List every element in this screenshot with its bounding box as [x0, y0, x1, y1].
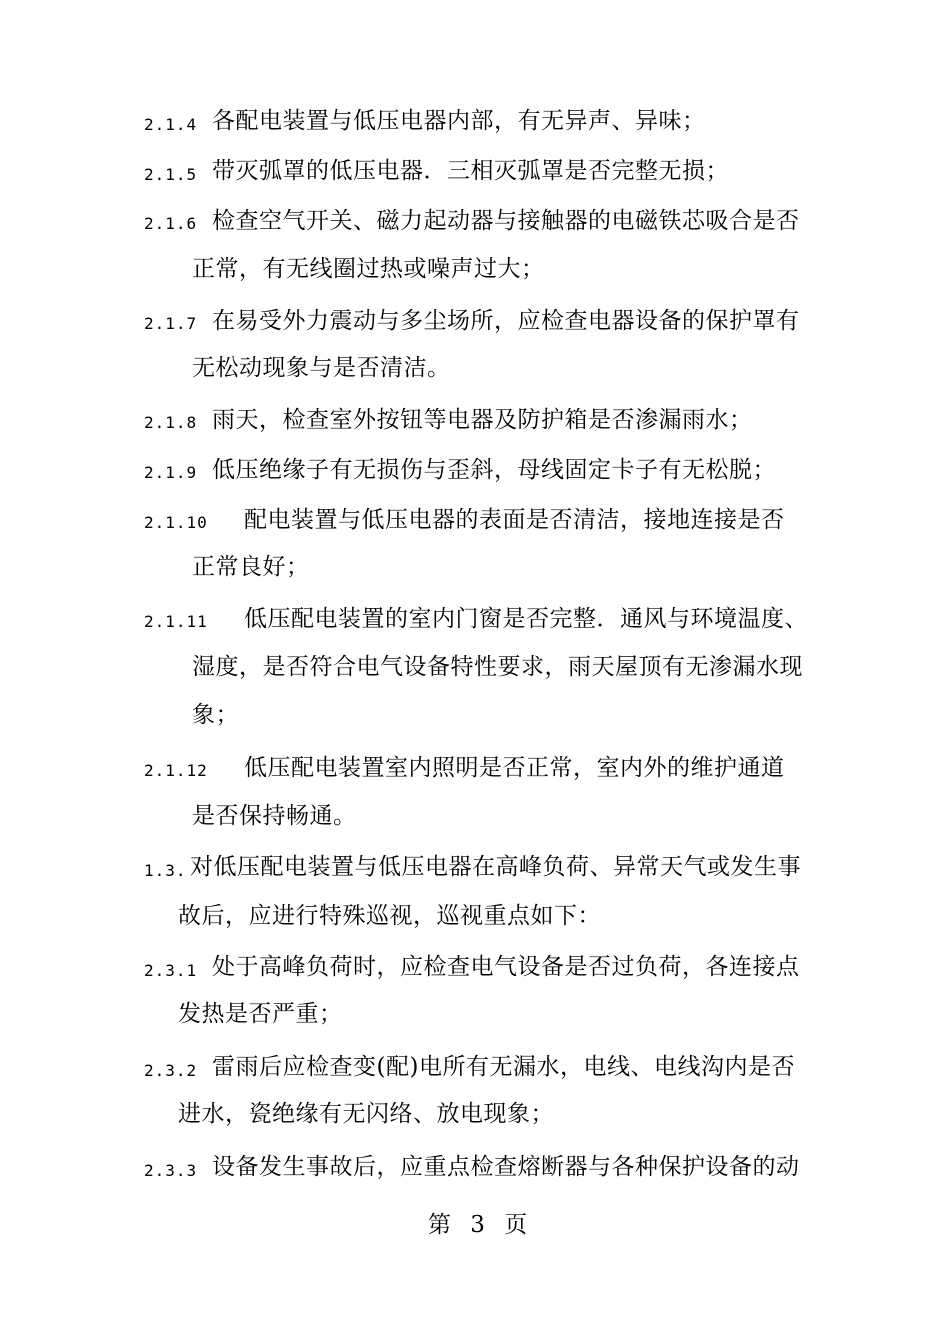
- item-number: 2.1.11: [144, 612, 208, 631]
- item-number: 2.1.5: [144, 165, 198, 184]
- item-number: 2.1.9: [144, 463, 198, 482]
- item-number: 2.1.12: [144, 761, 208, 780]
- item-text-line: 配电装置与低压电器的表面是否清洁，接地连接是否: [244, 507, 785, 533]
- item-text-line: 带灭弧罩的低压电器．三相灭弧罩是否完整无损；: [212, 158, 729, 184]
- item-text-line: 无松动现象与是否清洁。: [192, 355, 451, 381]
- item-number: 2.1.7: [144, 314, 198, 333]
- item-text-line: 象；: [192, 702, 239, 728]
- item-text-line: 故后，应进行特殊巡视，巡视重点如下：: [178, 903, 601, 929]
- item-text-line: 检查空气开关、磁力起动器与接触器的电磁铁芯吸合是否: [212, 208, 800, 234]
- item-text-line: 低压配电装置室内照明是否正常，室内外的维护通道: [244, 755, 785, 781]
- item-text-line: 正常良好；: [192, 554, 310, 580]
- item-number: 2.3.3: [144, 1161, 198, 1180]
- item-text-line: 雷雨后应检查变(配)电所有无漏水，电线、电线沟内是否: [212, 1054, 795, 1080]
- item-number: 2.1.8: [144, 413, 198, 432]
- page-number: 第 3 页: [428, 1212, 534, 1238]
- item-number: 2.1.10: [144, 513, 208, 532]
- item-text-line: 正常，有无线圈过热或噪声过大；: [192, 256, 545, 282]
- item-text-line: 进水，瓷绝缘有无闪络、放电现象；: [178, 1101, 554, 1127]
- item-number: 2.3.2: [144, 1061, 198, 1080]
- item-number: 2.1.4: [144, 115, 198, 134]
- item-text-line: 处于高峰负荷时，应检查电气设备是否过负荷，各连接点: [212, 954, 800, 980]
- item-text-line: 雨天，检查室外按钮等电器及防护箱是否渗漏雨水；: [212, 407, 753, 433]
- item-text-line: 对低压配电装置与低压电器在高峰负荷、异常天气或发生事: [190, 854, 801, 880]
- item-text-line: 是否保持畅通。: [192, 803, 357, 829]
- item-text-line: 设备发生事故后，应重点检查熔断器与各种保护设备的动: [212, 1154, 800, 1180]
- item-number: 2.3.1: [144, 961, 198, 980]
- item-text-line: 低压配电装置的室内门窗是否完整．通风与环境温度、: [244, 606, 808, 632]
- item-number: 2.1.6: [144, 214, 198, 233]
- item-text-line: 各配电装置与低压电器内部，有无异声、异味；: [212, 108, 706, 134]
- item-text-line: 低压绝缘子有无损伤与歪斜，母线固定卡子有无松脱；: [212, 457, 776, 483]
- item-text-line: 在易受外力震动与多尘场所，应检查电器设备的保护罩有: [212, 308, 800, 334]
- item-text-line: 湿度，是否符合电气设备特性要求，雨天屋顶有无渗漏水现: [192, 654, 803, 680]
- item-number: 1.3.: [144, 861, 187, 880]
- item-text-line: 发热是否严重；: [178, 1001, 343, 1027]
